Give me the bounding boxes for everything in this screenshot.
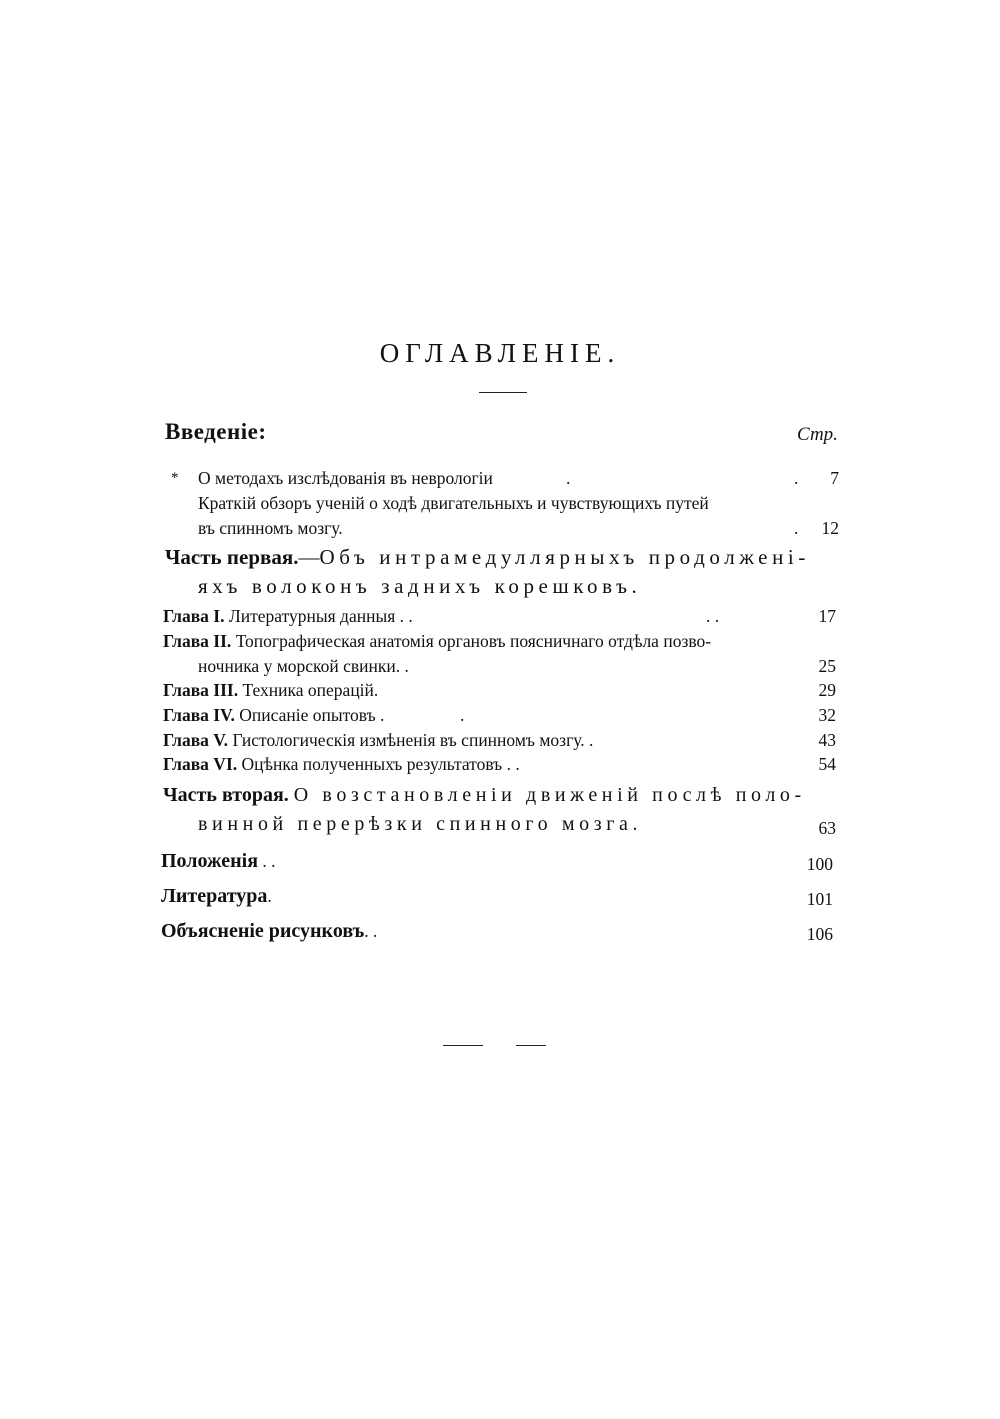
toc-entry-overview-line1: Краткій обзоръ ученій о ходѣ двигательныхъ и чувствующихъ путей: [198, 493, 709, 513]
part-two-label: Часть вторая.: [163, 784, 289, 806]
part-two-line1: [163, 784, 806, 807]
part-one-dash: —: [298, 545, 320, 569]
page-number: 54: [818, 754, 836, 774]
page-number: 63: [818, 818, 836, 838]
page-number: 43: [818, 730, 836, 750]
page-column-header: Стр.: [797, 424, 838, 445]
page-number: 32: [818, 705, 836, 725]
intro-heading: Введеніе:: [165, 419, 267, 444]
chapter-title: Описаніе опытовъ .: [239, 705, 385, 725]
page-number: 29: [818, 680, 836, 700]
page-number: 17: [818, 606, 836, 626]
chapter-title: Топографическая анатомія органовъ поясничнаго отдѣла позво-: [235, 631, 712, 651]
entry-label: Объясненіе рисунковъ: [161, 920, 365, 942]
bottom-rule-right: [516, 1045, 546, 1046]
chapter-label: Глава III.: [163, 680, 239, 700]
chapter-title: Техника операцій.: [242, 680, 379, 700]
chapter-label: Глава I.: [163, 606, 225, 626]
part-one-label: Часть первая.: [165, 545, 299, 569]
leader-dots: . .: [706, 606, 720, 626]
chapter-2: [163, 631, 711, 652]
part-one-line2: яхъ волоконъ заднихъ корешковъ.: [198, 574, 642, 598]
leader-dots: .: [794, 518, 799, 538]
leader-dots: .: [794, 468, 799, 488]
part-one-title: Объ интрамедуллярныхъ продолженi-: [319, 545, 810, 569]
page-number: 101: [806, 889, 833, 909]
leader-dots: . .: [258, 851, 276, 871]
asterisk-mark: *: [171, 470, 179, 486]
chapter-6: [163, 754, 520, 775]
chapter-label: Глава IV.: [163, 705, 235, 725]
page-number: 106: [806, 924, 833, 944]
chapter-title: Оцѣнка полученныхъ результатовъ . .: [241, 754, 520, 774]
leader-dots: .: [267, 886, 272, 906]
chapter-title: Гистологическія измѣненія въ спинномъ мозгу. .: [232, 730, 594, 750]
chapter-label: Глава VI.: [163, 754, 238, 774]
chapter-1: [163, 606, 413, 627]
part-two-line2: винной перерѣзки спинного мозга.: [198, 813, 643, 835]
page-number: 7: [830, 468, 839, 488]
chapter-3: [163, 680, 378, 701]
toc-entry-figures: [161, 920, 377, 943]
toc-entry-overview-line2: въ спинномъ мозгу.: [198, 518, 343, 538]
toc-entry-literature: [161, 885, 272, 908]
chapter-label: Глава V.: [163, 730, 229, 750]
leader-dots: .: [460, 705, 465, 725]
page-number: 100: [806, 854, 833, 874]
chapter-4: [163, 705, 384, 726]
entry-label: Положенія: [161, 850, 259, 872]
toc-entry-text: О методахъ изслѣдованія въ неврологіи: [198, 468, 493, 488]
title-rule: [479, 392, 527, 393]
leader-dots: .: [566, 468, 571, 488]
chapter-5: [163, 730, 593, 751]
chapter-title: Литературныя данныя . .: [228, 606, 413, 626]
chapter-label: Глава II.: [163, 631, 232, 651]
bottom-rule-left: [443, 1045, 483, 1046]
page-number: 12: [821, 518, 839, 538]
leader-dots: . .: [364, 921, 378, 941]
chapter-2-line2: ночника у морской свинки. .: [198, 656, 409, 676]
entry-label: Литература: [161, 885, 268, 907]
part-two-title: О возстановленіи движеній послѣ поло-: [293, 784, 806, 806]
toc-entry-theses: [161, 850, 276, 873]
page-number: 25: [818, 656, 836, 676]
part-one-line1: [165, 545, 810, 570]
toc-entry-methods: [198, 468, 493, 489]
page-title: ОГЛАВЛЕНІЕ.: [379, 338, 621, 368]
